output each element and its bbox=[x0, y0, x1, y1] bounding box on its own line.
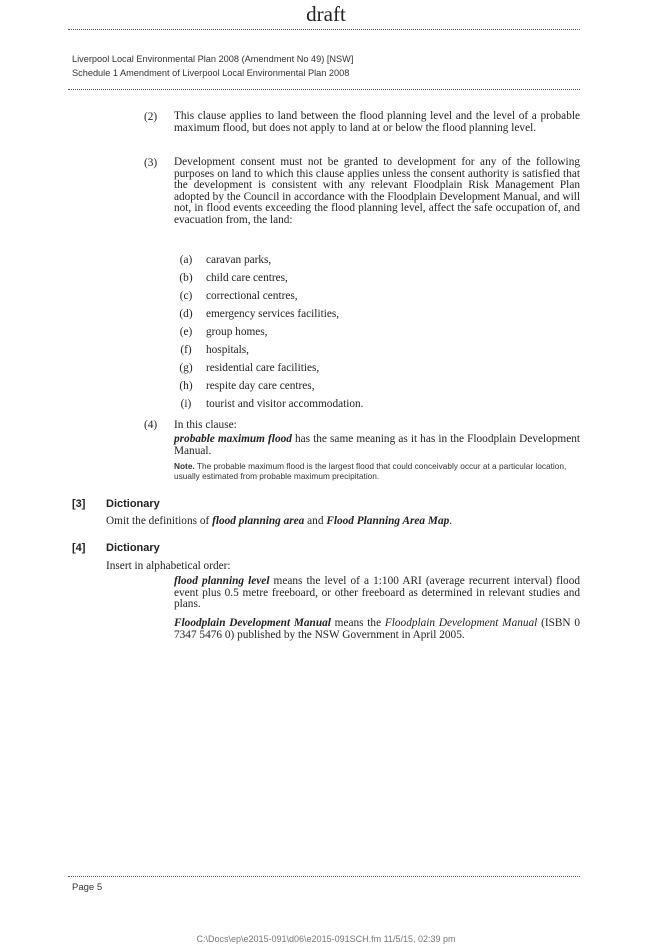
amendment-3-text-part: Omit the definitions of bbox=[106, 515, 213, 527]
header-title-line: Liverpool Local Environmental Plan 2008 (Amendment No 49) [NSW] bbox=[72, 54, 354, 64]
amendment-4-intro: Insert in alphabetical order: bbox=[106, 560, 231, 572]
definition-flood-planning-level bbox=[174, 576, 580, 611]
cited-title: Floodplain Development Manual bbox=[384, 617, 538, 629]
amendment-3-text-part: . bbox=[449, 515, 453, 527]
list-item-text: residential care facilities, bbox=[206, 362, 320, 374]
definition-text: (ISBN 0 7347 5476 0) published by the NSW Government in April 2005. bbox=[174, 617, 580, 641]
list-item-text: child care centres, bbox=[206, 272, 288, 284]
header-bottom-divider bbox=[68, 89, 580, 90]
definition-probable-maximum-flood bbox=[174, 434, 580, 457]
list-item-label: (b) bbox=[179, 272, 193, 284]
list-item-text: caravan parks, bbox=[206, 254, 272, 266]
note-block bbox=[174, 462, 580, 481]
header-top-divider bbox=[68, 29, 580, 30]
subclause-4-number: (4) bbox=[144, 419, 158, 431]
header-schedule-line: Schedule 1 Amendment of Liverpool Local Environmental Plan 2008 bbox=[72, 68, 350, 78]
list-item-label: (g) bbox=[179, 362, 193, 374]
list-item-label: (c) bbox=[179, 290, 193, 302]
defined-term: Flood Planning Area Map bbox=[326, 515, 450, 527]
list-item-label: (h) bbox=[179, 380, 193, 392]
list-item-text: group homes, bbox=[206, 326, 268, 338]
definition-text: has the same meaning as it has in the Floodplain Development Manual. bbox=[174, 433, 581, 457]
defined-term: flood planning area bbox=[212, 515, 305, 527]
definition-text: means the level of a 1:100 ARI (average recurrent interval) flood event plus 0.5 metre freeboard, or other freeboard as determined in relevant studies and plans. bbox=[174, 575, 580, 611]
subclause-2-text: This clause applies to land between the flood planning level and the level of a probable maximum flood, but does not apply to land at or below the flood planning level. bbox=[174, 110, 580, 134]
list-item-text: hospitals, bbox=[206, 344, 249, 356]
note-text: The probable maximum flood is the largest flood that could conceivably occur at a particular location, usually estimated from probable maximum precipitation. bbox=[174, 461, 567, 481]
list-item-label: (a) bbox=[179, 254, 193, 266]
list-item-label: (d) bbox=[179, 308, 193, 320]
amendment-3-number: [3] bbox=[72, 498, 86, 510]
amendment-3-text-part: and bbox=[304, 515, 327, 527]
defined-term: Floodplain Development Manual bbox=[174, 617, 331, 629]
subclause-4-text: In this clause: bbox=[174, 419, 237, 431]
list-item-label: (e) bbox=[179, 326, 193, 338]
subclause-3-number: (3) bbox=[144, 157, 158, 169]
amendment-3-title: Dictionary bbox=[106, 498, 160, 510]
list-item-label: (i) bbox=[180, 398, 192, 410]
subclause-3-text: Development consent must not be granted to development for any of the following purposes on land to which this clause applies unless the consent authority is satisfied that the development is consistent with any relevant Floodplain Risk Management Plan adopted by the Council in accordance with the Floodplain Development Manual, and will not, in flood events exceeding the flood planning level, affect the safe occupation of, and evacuation from, the land: bbox=[174, 156, 580, 226]
definition-floodplain-development-manual bbox=[174, 618, 580, 641]
footer-divider bbox=[68, 876, 580, 877]
list-item-text: tourist and visitor accommodation. bbox=[206, 398, 364, 410]
draft-watermark: draft bbox=[306, 2, 346, 26]
list-item-label: (f) bbox=[180, 344, 192, 356]
list-item-text: respite day care centres, bbox=[206, 380, 315, 392]
amendment-3-text bbox=[106, 516, 452, 528]
note-label: Note. bbox=[174, 461, 195, 471]
file-path-footer: C:\Docs\ep\e2015-091\d06\e2015-091SCH.fm 11/5/15, 02:39 pm bbox=[196, 934, 456, 944]
list-item-text: emergency services facilities, bbox=[206, 308, 340, 320]
amendment-4-number: [4] bbox=[72, 542, 86, 554]
defined-term: probable maximum flood bbox=[174, 433, 292, 445]
defined-term: flood planning level bbox=[174, 575, 270, 587]
amendment-4-title: Dictionary bbox=[106, 542, 160, 554]
list-item-text: correctional centres, bbox=[206, 290, 298, 302]
page-number: Page 5 bbox=[72, 882, 103, 893]
subclause-2-number: (2) bbox=[144, 111, 158, 123]
definition-text: means the bbox=[330, 617, 385, 629]
